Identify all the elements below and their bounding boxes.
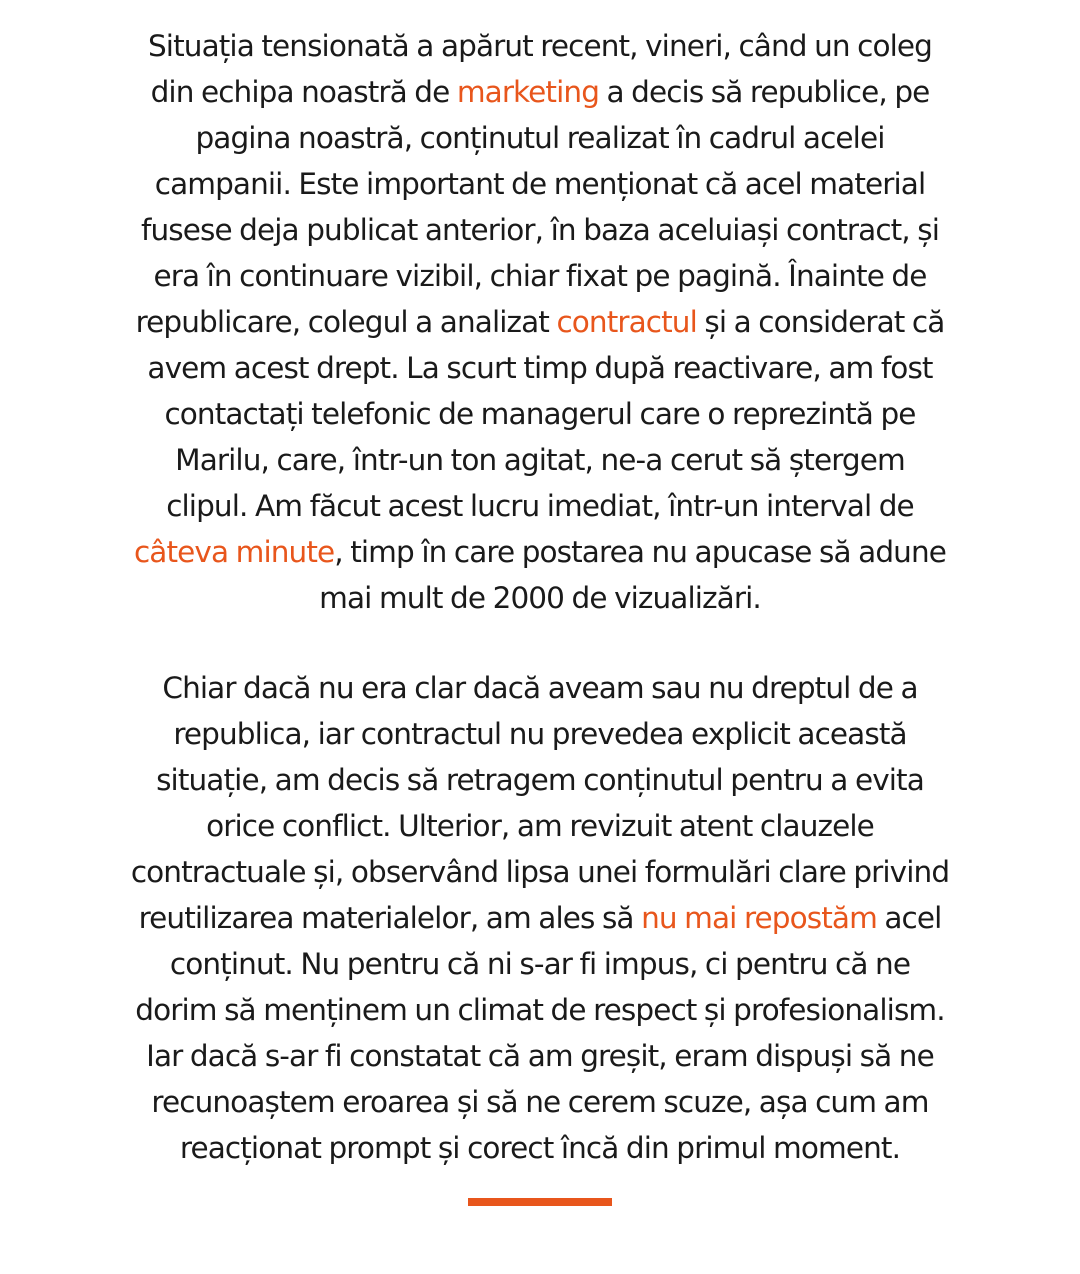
- highlighted-term: contractul: [556, 305, 697, 339]
- text-line: [0, 69, 1080, 115]
- text-segment: reacționat prompt și corect încă din primul moment.: [179, 1131, 901, 1165]
- text-segment: contactați telefonic de managerul care o reprezintă pe: [164, 397, 916, 431]
- text-segment: dorim să menținem un climat de respect și profesionalism.: [135, 993, 945, 1027]
- text-segment: recunoaștem eroarea și să ne cerem scuze, așa cum am: [151, 1085, 929, 1119]
- text-line: [0, 299, 1080, 345]
- text-segment: mai mult de 2000 de vizualizări.: [319, 581, 761, 615]
- text-line: [0, 483, 1080, 529]
- text-segment: și a considerat că: [696, 305, 945, 339]
- text-line: [0, 1079, 1080, 1125]
- text-segment: conținut. Nu pentru că ni s-ar fi impus, ci pentru că ne: [169, 947, 911, 981]
- text-segment: republica, iar contractul nu prevedea explicit această: [173, 717, 907, 751]
- text-segment: contractuale și, observând lipsa unei formulări clare privind: [130, 855, 950, 889]
- text-line: [0, 849, 1080, 895]
- text-segment: campanii. Este important de menționat că acel material: [154, 167, 926, 201]
- text-line: [0, 1033, 1080, 1079]
- text-segment: pagina noastră, conținutul realizat în cadrul acelei: [195, 121, 885, 155]
- text-line: [0, 529, 1080, 575]
- text-line: [0, 115, 1080, 161]
- accent-divider: [468, 1198, 612, 1206]
- paragraph-gap: [0, 621, 1080, 665]
- text-line: [0, 711, 1080, 757]
- text-line: [0, 665, 1080, 711]
- text-segment: era în continuare vizibil, chiar fixat pe pagină. Înainte de: [153, 259, 927, 293]
- text-segment: din echipa noastră de: [150, 75, 457, 109]
- text-line: [0, 803, 1080, 849]
- text-line: [0, 253, 1080, 299]
- text-line: [0, 1125, 1080, 1171]
- highlighted-term: câteva minute: [133, 535, 335, 569]
- text-segment: , timp în care postarea nu apucase să adune: [334, 535, 947, 569]
- text-segment: republicare, colegul a analizat: [135, 305, 557, 339]
- article-body: [0, 23, 1080, 1171]
- text-segment: Situația tensionată a apărut recent, vineri, când un coleg: [147, 29, 932, 63]
- text-segment: a decis să republice, pe: [599, 75, 930, 109]
- text-line: [0, 895, 1080, 941]
- text-segment: orice conflict. Ulterior, am revizuit atent clauzele: [206, 809, 874, 843]
- text-segment: fusese deja publicat anterior, în baza aceluiași contract, și: [140, 213, 940, 247]
- text-line: [0, 345, 1080, 391]
- paragraph-resolution: [0, 665, 1080, 1171]
- text-segment: Marilu, care, într-un ton agitat, ne-a cerut să ștergem: [175, 443, 905, 477]
- text-segment: reutilizarea materialelor, am ales să: [138, 901, 642, 935]
- text-segment: situație, am decis să retragem conținutul pentru a evita: [156, 763, 924, 797]
- text-line: [0, 207, 1080, 253]
- text-line: [0, 391, 1080, 437]
- highlighted-term: nu mai repostăm: [641, 901, 877, 935]
- highlighted-term: marketing: [456, 75, 600, 109]
- text-segment: acel: [876, 901, 942, 935]
- text-line: [0, 987, 1080, 1033]
- text-line: [0, 437, 1080, 483]
- text-segment: Iar dacă s-ar fi constatat că am greșit, eram dispuși să ne: [146, 1039, 934, 1073]
- text-segment: Chiar dacă nu era clar dacă aveam sau nu dreptul de a: [162, 671, 918, 705]
- text-segment: clipul. Am făcut acest lucru imediat, într-un interval de: [166, 489, 914, 523]
- text-line: [0, 941, 1080, 987]
- text-line: [0, 161, 1080, 207]
- text-line: [0, 23, 1080, 69]
- text-line: [0, 757, 1080, 803]
- text-line: [0, 575, 1080, 621]
- text-segment: avem acest drept. La scurt timp după reactivare, am fost: [147, 351, 933, 385]
- paragraph-incident: [0, 23, 1080, 621]
